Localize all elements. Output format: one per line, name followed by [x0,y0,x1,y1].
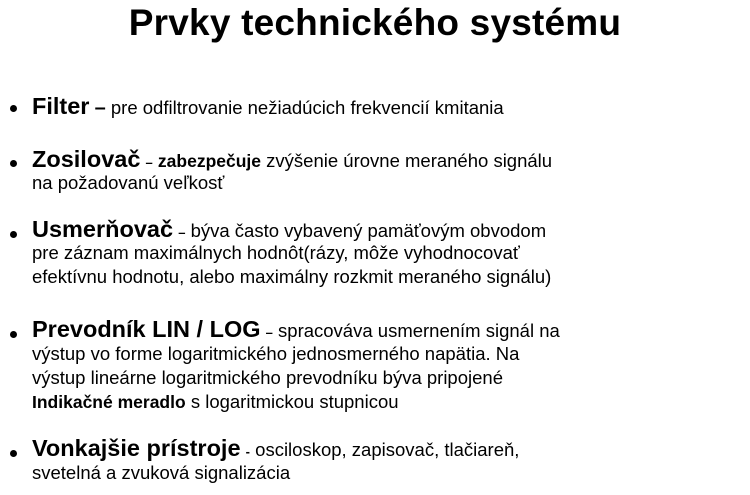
item-dash: – [94,97,106,119]
item-line [32,172,224,194]
item-text: výstup lineárne logaritmického prevodníku býva pripojené [32,367,503,388]
item-text: zvýšenie úrovne meraného signálu [266,150,553,171]
item-line [32,218,546,244]
item-text: výstup vo forme logaritmického jednosmerného napätia. Na [32,343,520,364]
item-text: pre odfiltrovanie nežiadúcich frekvencií kmitania [110,97,504,118]
item-text: na požadovanú veľkosť [32,172,225,193]
item-heading: Vonkajšie prístroje [32,435,241,461]
item-text: býva často vybavený pamäťovým obvodom [190,220,547,241]
item-line [32,95,504,119]
item-heading: Zosilovač [32,146,141,172]
item-heading: Prevodník LIN / LOG [32,316,261,342]
bullet-icon [10,450,17,457]
item-text: spracováva usmernením signál na [278,320,560,341]
item-emphasis: Indikačné meradlo [32,392,186,412]
bullet-icon [10,331,17,338]
item-line [32,148,552,174]
bullet-icon [10,160,17,167]
item-heading: Usmerňovač [32,216,174,242]
item-emphasis: zabezpečuje [157,151,262,171]
item-dash: – [265,325,273,340]
item-line [32,266,551,288]
item-text: pre záznam maximálnych hodnôt(rázy, môže vyhodnocovať [32,242,520,263]
item-line [32,318,560,344]
item-line [32,242,520,264]
item-dash: – [178,225,186,240]
bullet-icon [10,231,17,238]
item-line [32,391,399,413]
item-text: s logaritmickou stupnicou [190,391,399,412]
item-text: osciloskop, zapisovač, tlačiareň, [255,439,520,460]
item-text: efektívnu hodnotu, alebo maximálny rozkmit meraného signálu) [32,266,552,287]
bullet-icon [10,105,17,112]
item-line [32,462,290,484]
item-dash: – [145,155,153,170]
item-line [32,343,519,365]
item-dash: - [245,444,251,459]
item-text: svetelná a zvuková signalizácia [32,462,291,483]
item-line [32,367,503,389]
slide-title: Prvky technického systému [128,2,622,43]
item-heading: Filter [32,93,90,119]
item-line [32,437,519,463]
